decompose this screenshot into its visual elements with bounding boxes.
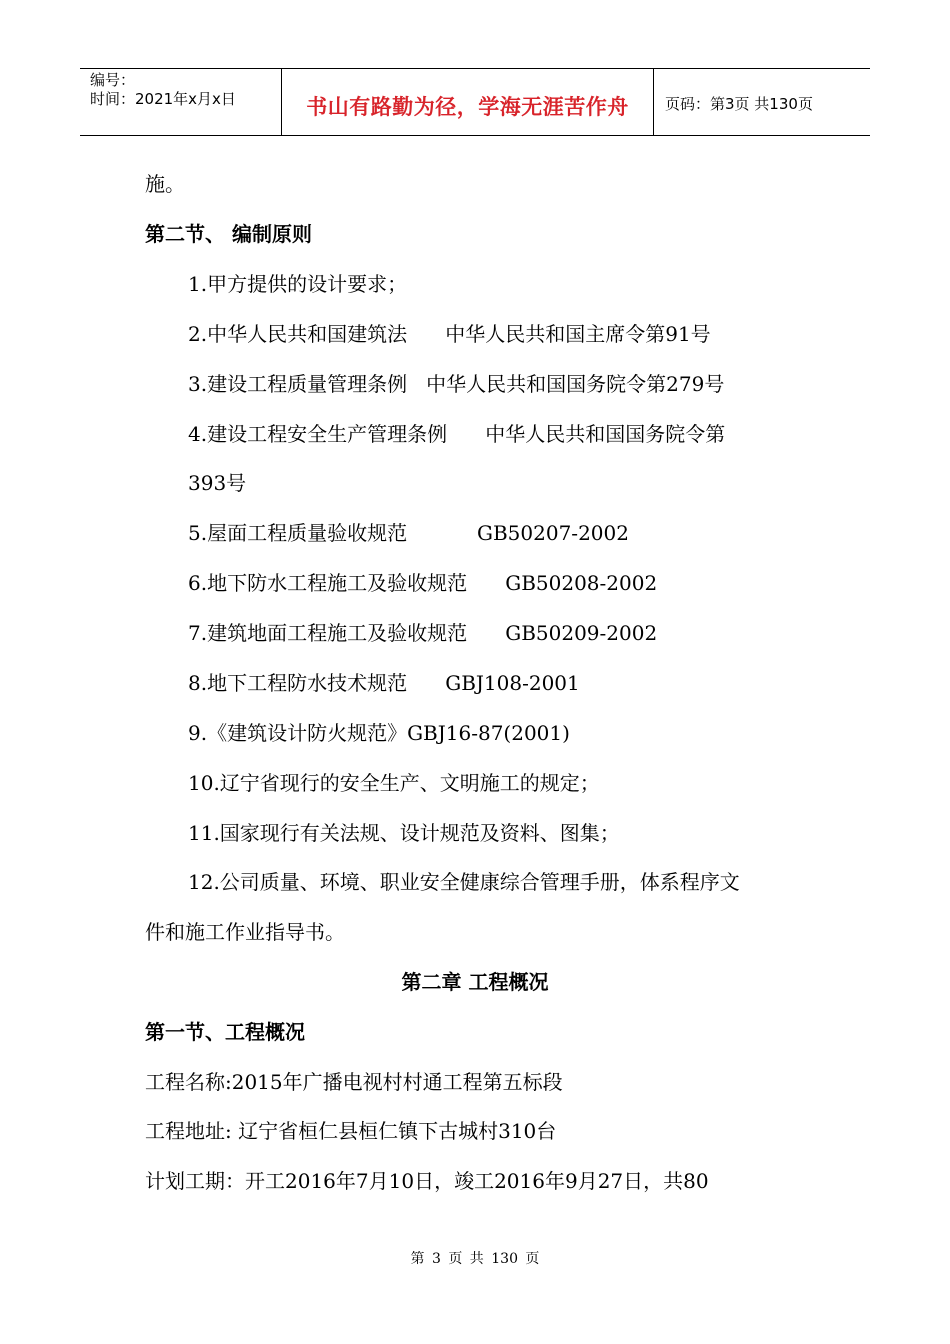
project-name: 工程名称:2015年广播电视村村通工程第五标段 bbox=[145, 1070, 563, 1094]
section-heading: 第一节、工程概况 bbox=[145, 1020, 305, 1044]
list-item: 6.地下防水工程施工及验收规范 GB50208-2002 bbox=[188, 571, 658, 595]
chapter-heading: 第二章 工程概况 bbox=[401, 970, 549, 994]
list-item: 3.建设工程质量管理条例 中华人民共和国国务院令第279号 bbox=[188, 372, 725, 396]
body-text-line: 施。 bbox=[145, 172, 185, 196]
list-item: 7.建筑地面工程施工及验收规范 GB50209-2002 bbox=[188, 621, 658, 645]
header-page-cell bbox=[654, 69, 870, 135]
header-meta-cell bbox=[80, 69, 282, 135]
list-item: 11.国家现行有关法规、设计规范及资料、图集； bbox=[188, 821, 620, 845]
list-item: 1.甲方提供的设计要求； bbox=[188, 272, 408, 296]
list-item-continuation: 393号 bbox=[188, 471, 247, 495]
list-item: 8.地下工程防水技术规范 GBJ108-2001 bbox=[188, 671, 580, 695]
page-footer: 第 3 页 共 130 页 bbox=[410, 1251, 540, 1267]
list-item: 10.辽宁省现行的安全生产、文明施工的规定； bbox=[188, 771, 600, 795]
header-motto-cell bbox=[282, 69, 654, 135]
list-item: 5.屋面工程质量验收规范 GB50207-2002 bbox=[188, 521, 629, 545]
document-time: 时间：2021年x月x日 bbox=[90, 90, 236, 108]
list-item: 4.建设工程安全生产管理条例 中华人民共和国国务院令第 bbox=[188, 422, 726, 446]
project-address: 工程地址: 辽宁省桓仁县桓仁镇下古城村310台 bbox=[145, 1119, 557, 1143]
project-schedule: 计划工期：开工2016年7月10日，竣工2016年9月27日，共80 bbox=[145, 1169, 709, 1193]
list-item-continuation: 件和施工作业指导书。 bbox=[145, 920, 345, 944]
document-number: 编号： bbox=[90, 71, 136, 89]
list-item: 9.《建筑设计防火规范》GBJ16-87(2001) bbox=[188, 721, 570, 745]
list-item: 2.中华人民共和国建筑法 中华人民共和国主席令第91号 bbox=[188, 322, 711, 346]
section-heading: 第二节、 编制原则 bbox=[145, 222, 312, 246]
header-motto: 书山有路勤为径，学海无涯苦作舟 bbox=[306, 95, 629, 119]
header-page-info: 页码：第3页 共130页 bbox=[665, 95, 813, 113]
page-header bbox=[80, 68, 870, 136]
list-item: 12.公司质量、环境、职业安全健康综合管理手册，体系程序文 bbox=[188, 870, 740, 894]
